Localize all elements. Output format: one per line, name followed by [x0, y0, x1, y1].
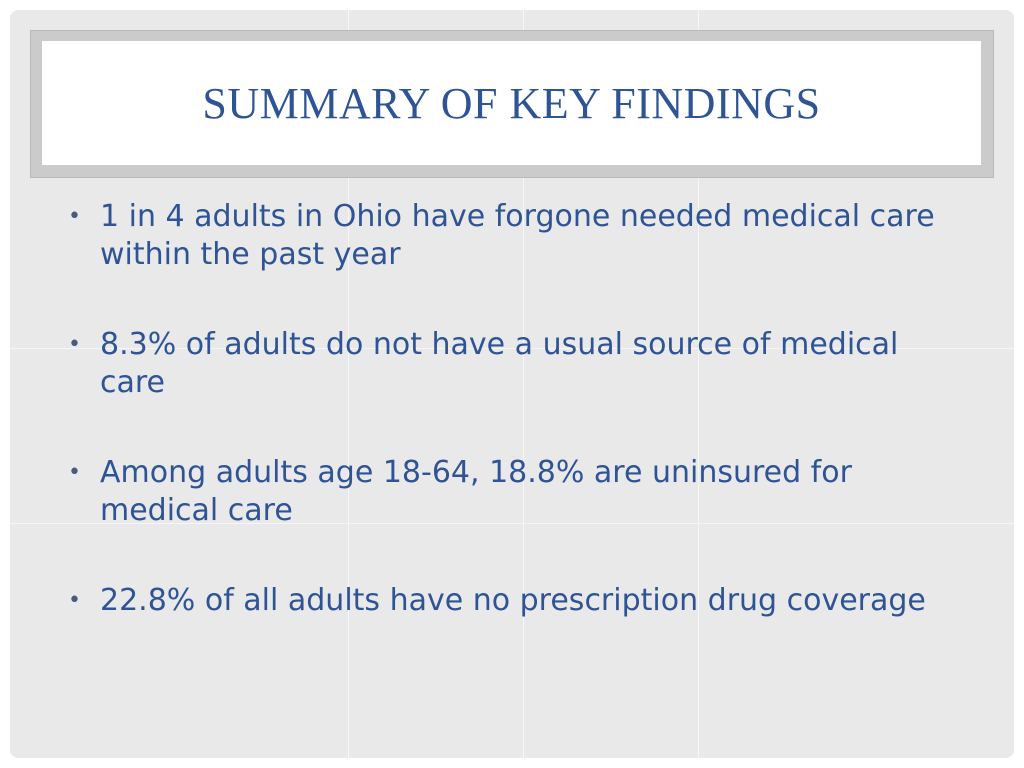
bullet-icon: •: [68, 588, 81, 613]
bullet-icon: •: [68, 332, 81, 357]
bullet-icon: •: [68, 460, 81, 485]
list-item: [68, 198, 968, 274]
list-item: [68, 454, 968, 530]
bullet-text: Among adults age 18-64, 18.8% are uninsured for medical care: [100, 455, 852, 528]
slide-title: SUMMARY OF KEY FINDINGS: [202, 78, 821, 128]
slide: [10, 10, 1014, 758]
list-item: [68, 326, 968, 402]
bullet-text: 1 in 4 adults in Ohio have forgone needed medical care within the past year: [100, 199, 935, 272]
list-item: [68, 582, 968, 620]
bullet-text: 22.8% of all adults have no prescription drug coverage: [100, 583, 926, 618]
title-frame: [30, 30, 994, 178]
bullet-icon: •: [68, 204, 81, 229]
findings-list: [68, 198, 968, 672]
bullet-text: 8.3% of adults do not have a usual source of medical care: [100, 327, 899, 400]
title-box: [42, 41, 981, 165]
